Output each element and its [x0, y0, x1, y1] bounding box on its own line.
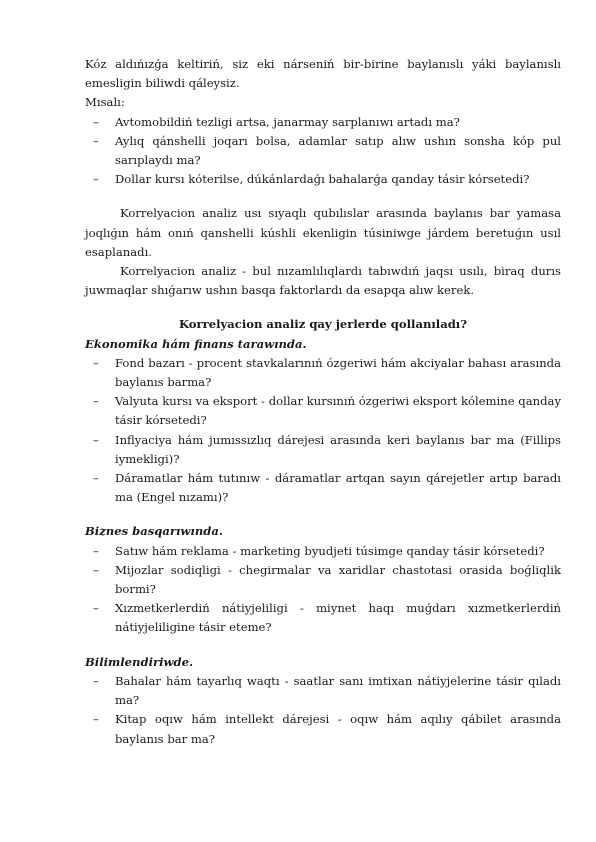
list-item — [85, 672, 561, 710]
bullet-dash: – — [93, 471, 99, 486]
list-item — [85, 392, 561, 430]
bullet-dash: – — [93, 172, 99, 187]
list-item — [85, 542, 561, 561]
bullet-dash: – — [93, 355, 99, 370]
education-list — [85, 672, 561, 749]
bullet-dash: – — [93, 712, 99, 727]
bullet-dash: – — [93, 394, 99, 409]
list-item-text: Bahalar hám tayarlıq waqtı - saatlar sanı imtixan nátiyjelerine tásir qıladı ma? — [115, 673, 561, 708]
list-item — [85, 710, 561, 748]
bullet-dash: – — [93, 673, 99, 688]
list-item-text: Kitap oqıw hám intellekt dárejesi - oqıw hám aqılıy qábilet arasında baylanıs bar ma? — [115, 712, 561, 746]
section-heading: Korrelyacion analiz qay jerlerde qollanıladı? — [178, 317, 468, 332]
list-item — [85, 469, 561, 507]
economics-list — [85, 354, 561, 508]
list-item-text: Aylıq qánshelli joqarı bolsa, adamlar satıp alıw ushın sonsha kóp pul sarıplaydı ma? — [115, 133, 561, 168]
list-item-text: Dáramatlar hám tutınıw - dáramatlar artqan sayın qárejetler artıp baradı ma (Engel nızamı)? — [115, 471, 561, 505]
list-item — [85, 599, 561, 637]
bullet-dash: – — [93, 114, 99, 129]
bullet-dash: – — [93, 133, 99, 148]
definition-paragraph: Korrelyacion analiz usı sıyaqlı qubılıslar arasında baylanıs bar yamasa joqlıǵın hám onıń qanshelli kúshli ekenligin túsiniwge járdem beretuǵın usıl esaplanadı. — [85, 206, 561, 259]
list-item-text: Valyuta kursı va eksport - dollar kursınıń ózgeriwi eksport kólemine qanday tásir kórsetedi? — [115, 394, 561, 428]
list-item-text: Xızmetkerlerdiń nátiyjeliligi - miynet haqı muǵdarı xızmetkerlerdiń nátiyjeliligine tásir eteme? — [115, 601, 561, 635]
section-title-economics: Ekonomika hám finans tarawında. — [85, 336, 307, 351]
bullet-dash: – — [93, 601, 99, 616]
list-item-text: Satıw hám reklama - marketing byudjeti túsimge qanday tásir kórsetedi? — [115, 543, 545, 558]
example-label: Mısalı: — [85, 95, 125, 110]
list-item-text: Avtomobildiń tezligi artsa, janarmay sarplanıwı artadı ma? — [115, 114, 460, 129]
bullet-dash: – — [93, 432, 99, 447]
list-item — [85, 354, 561, 392]
example-list — [85, 113, 561, 190]
section-title-business: Biznes basqarıwında. — [85, 524, 223, 539]
list-item-text: Inflyaciya hám jumıssızlıq dárejesi arasında keri baylanıs bar ma (Fillips iymekligi)? — [115, 432, 561, 466]
list-item — [85, 132, 561, 170]
intro-paragraph: Kóz aldıńızǵa keltiriń, siz eki nárseniń bir-birine baylanıslı yáki baylanıslı emesligin biliwdi qáleysiz. — [85, 57, 561, 91]
list-item — [85, 170, 561, 189]
list-item — [85, 431, 561, 469]
section-title-education: Bilimlendiriwde. — [85, 654, 194, 669]
document-page — [85, 55, 561, 749]
list-item — [85, 561, 561, 599]
note-paragraph: Korrelyacion analiz - bul nızamlılıqlardı tabıwdıń jaqsı usılı, biraq durıs juwmaqlar shıǵarıw ushın basqa faktorlardı da esapqa alıw kerek. — [85, 264, 561, 298]
bullet-dash: – — [93, 562, 99, 577]
business-list — [85, 542, 561, 638]
list-item-text: Dollar kursı kóterilse, dúkánlardaǵı bahalarǵa qanday tásir kórsetedi? — [115, 172, 530, 187]
list-item-text: Fond bazarı - procent stavkalarınıń ózgeriwi hám akciyalar bahası arasında baylanıs barma? — [115, 355, 561, 390]
bullet-dash: – — [93, 543, 99, 558]
list-item — [85, 113, 561, 132]
list-item-text: Mijozlar sodiqligi - chegirmalar va xaridlar chastotasi orasida boǵliqlik bormi? — [115, 562, 561, 597]
